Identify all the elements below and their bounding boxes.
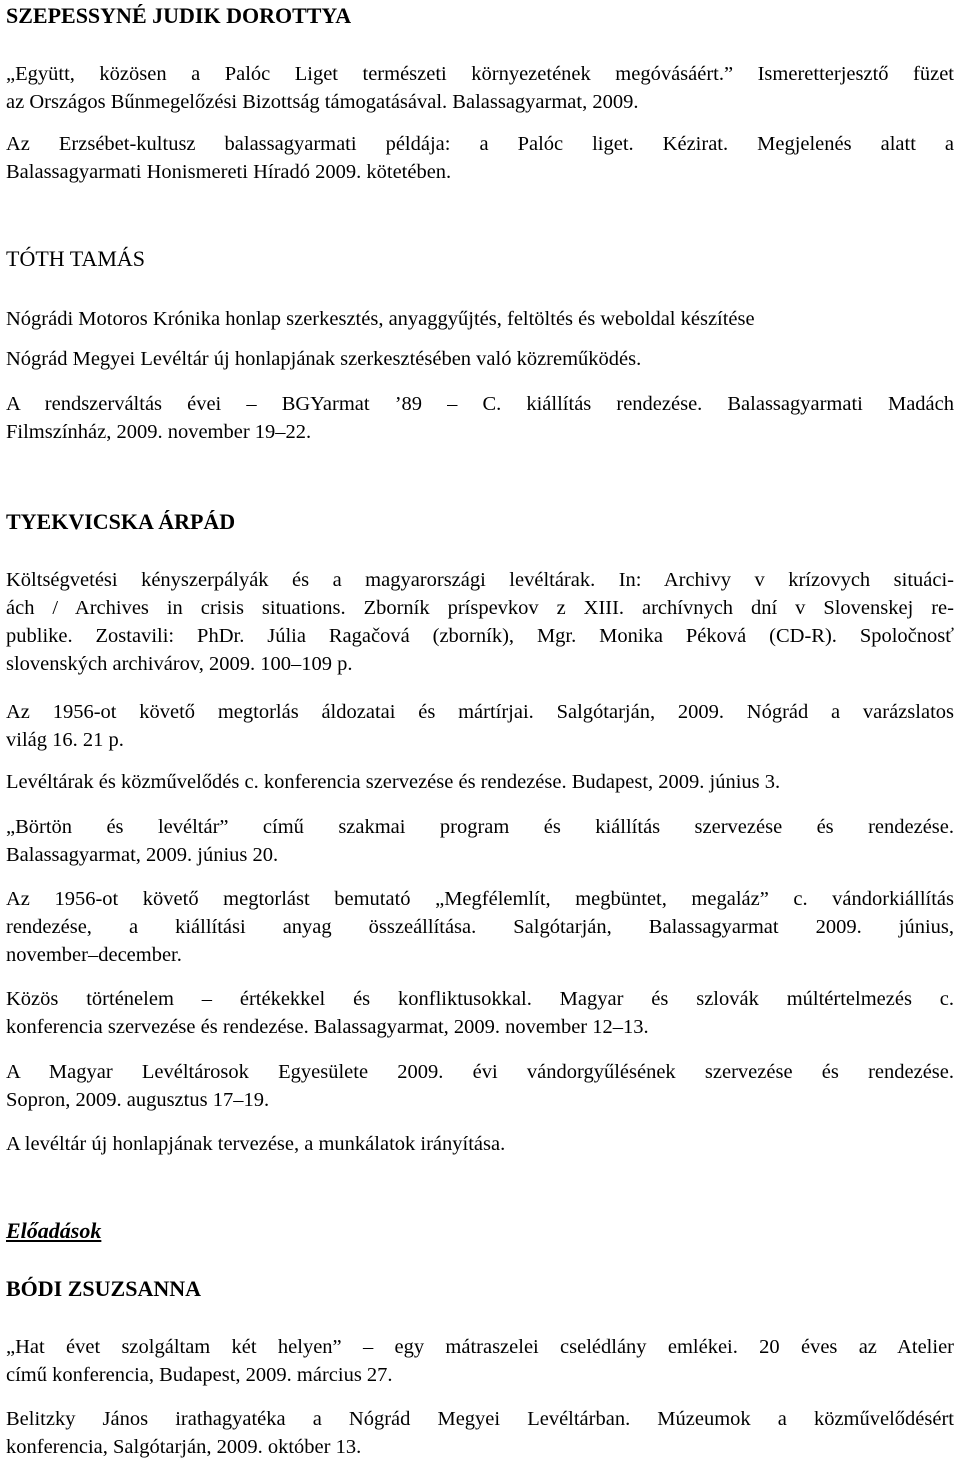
activity-entry — [6, 768, 954, 796]
publication-entry — [6, 566, 954, 678]
entry-line: Filmszínház, 2009. november 19–22. — [6, 421, 312, 443]
activity-entry — [6, 813, 954, 869]
entry-line: című konferencia, Budapest, 2009. március 27. — [6, 1364, 393, 1386]
author-heading-bodi: BÓDI ZSUZSANNA — [6, 1276, 201, 1301]
entry-line: Belitzky János irathagyatéka a Nógrád Megyei Levéltárban. Múzeumok a közművelődésért — [6, 1408, 954, 1430]
entry-line: világ 16. 21 p. — [6, 729, 124, 751]
entry-line: Közös történelem – értékekkel és konfliktusokkal. Magyar és szlovák múltértelmezés c. — [6, 988, 954, 1010]
activity-entry — [6, 305, 954, 333]
lecture-entry — [6, 1405, 954, 1461]
entry-line: konferencia szervezése és rendezése. Balassagyarmat, 2009. november 12–13. — [6, 1016, 649, 1038]
entry-line: Nógrád Megyei Levéltár új honlapjának szerkesztésében való közreműködés. — [6, 348, 642, 370]
entry-line: ách / Archives in crisis situations. Zborník príspevkov z XIII. archívnych dní v Slovenskej re- — [6, 597, 954, 619]
activity-entry — [6, 1130, 954, 1158]
entry-line: „Hat évet szolgáltam két helyen” – egy mátraszelei cselédlány emlékei. 20 éves az Atelier — [6, 1336, 954, 1358]
entry-line: slovenských archivárov, 2009. 100–109 p. — [6, 653, 353, 675]
activity-entry — [6, 885, 954, 969]
entry-line: Az 1956-ot követő megtorlást bemutató „Megfélemlít, megbüntet, megaláz” c. vándorkiállítás — [6, 888, 954, 910]
entry-line: A levéltár új honlapjának tervezése, a munkálatok irányítása. — [6, 1133, 506, 1155]
entry-line: A rendszerváltás évei – BGYarmat ’89 – C. kiállítás rendezése. Balassagyarmati Madách — [6, 393, 954, 415]
lecture-entry — [6, 1333, 954, 1389]
publication-entry — [6, 130, 954, 186]
entry-line: Levéltárak és közművelődés c. konferencia szervezése és rendezése. Budapest, 2009. június 3. — [6, 771, 781, 793]
entry-line: konferencia, Salgótarján, 2009. október 13. — [6, 1436, 362, 1458]
entry-line: Az 1956-ot követő megtorlás áldozatai és mártírjai. Salgótarján, 2009. Nógrád a varázslatos — [6, 701, 954, 723]
entry-line: A Magyar Levéltárosok Egyesülete 2009. évi vándorgyűlésének szervezése és rendezése. — [6, 1061, 954, 1083]
activity-entry — [6, 1058, 954, 1114]
entry-line: publike. Zostavili: PhDr. Júlia Ragačová (zborník), Mgr. Monika Péková (CD-R). Spoločnosť — [6, 625, 954, 647]
entry-line: az Országos Bűnmegelőzési Bizottság támogatásával. Balassagyarmat, 2009. — [6, 91, 639, 113]
entry-line: Balassagyarmat, 2009. június 20. — [6, 844, 279, 866]
entry-line: rendezése, a kiállítási anyag összeállítása. Salgótarján, Balassagyarmat 2009. június, — [6, 916, 954, 938]
entry-line: Nógrádi Motoros Krónika honlap szerkesztés, anyaggyűjtés, feltöltés és weboldal készítése — [6, 308, 755, 330]
entry-line: Az Erzsébet-kultusz balassagyarmati példája: a Palóc liget. Kézirat. Megjelenés alatt a — [6, 133, 954, 155]
author-heading-toth: TÓTH TAMÁS — [6, 246, 146, 271]
publication-entry — [6, 698, 954, 754]
activity-entry — [6, 390, 954, 446]
section-heading-eloadasok: Előadások — [6, 1218, 102, 1243]
entry-line: „Együtt, közösen a Palóc Liget természeti környezetének megóvásáért.” Ismeretterjesztő füzet — [6, 63, 954, 85]
entry-line: Sopron, 2009. augusztus 17–19. — [6, 1089, 270, 1111]
publication-entry — [6, 60, 954, 116]
entry-line: Költségvetési kényszerpályák és a magyarországi levéltárak. In: Archivy v krízovych situáci- — [6, 569, 954, 591]
activity-entry — [6, 345, 954, 373]
author-heading-tyekvicska: TYEKVICSKA ÁRPÁD — [6, 509, 236, 534]
entry-line: november–december. — [6, 944, 182, 966]
author-heading-szepessyne: SZEPESSYNÉ JUDIK DOROTTYA — [6, 3, 352, 28]
entry-line: „Börtön és levéltár” című szakmai program és kiállítás szervezése és rendezése. — [6, 816, 954, 838]
activity-entry — [6, 985, 954, 1041]
entry-line: Balassagyarmati Honismereti Híradó 2009. kötetében. — [6, 161, 452, 183]
